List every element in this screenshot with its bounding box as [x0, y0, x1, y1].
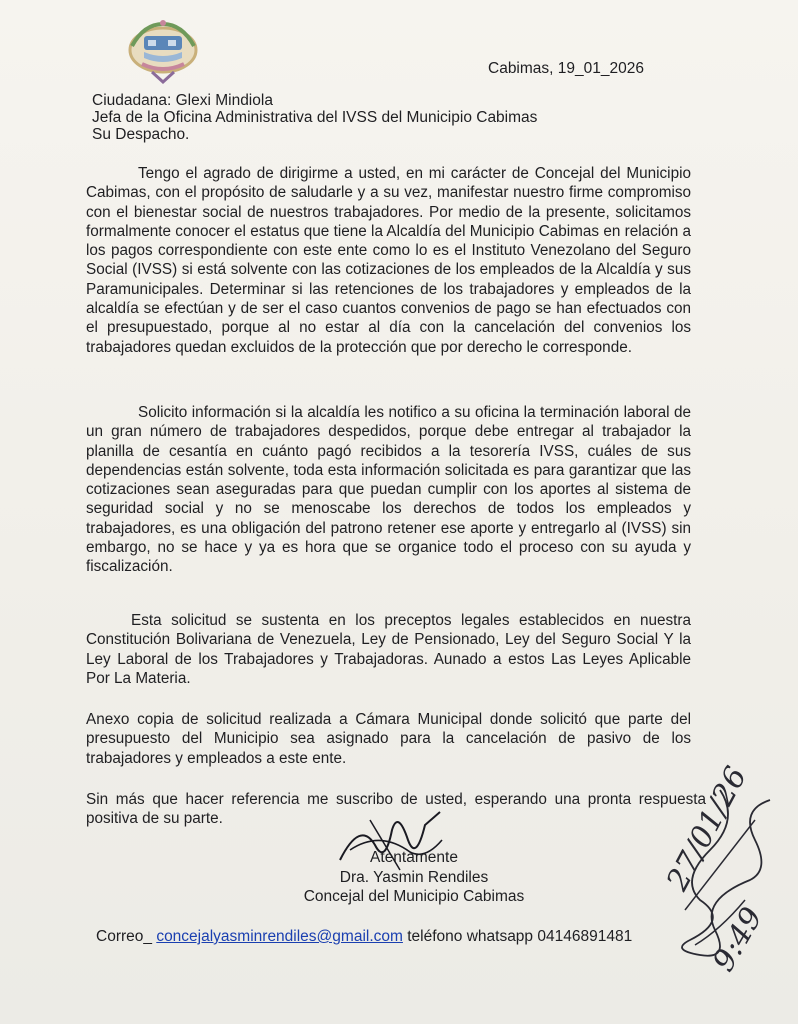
contact-line	[96, 928, 632, 946]
body-paragraph-1: Tengo el agrado de dirigirme a usted, en mi carácter de Concejal del Municipio Cabimas, con el propósito de saludarle y a su vez, manifestar nuestro firme compromiso con el bienestar social de nuestros trabajadores. Por medio de la presente, solicitamos formalmente conocer el estatus que tiene la Alcaldía del Municipio Cabimas en relación a los pagos correspondiente con este ente como lo es el Instituto Venezolano del Seguro Social (IVSS) si está solvente con las cotizaciones de los empleados de la Alcaldía y sus Paramunicipales. Determinar si las retenciones de los trabajadores y empleados de la alcaldía se efectúan y de ser el caso cuantos convenios de pago se han efectuados con el presupuestado, porque al no estar al día con la cancelación del convenios los trabajadores quedan excluidos de la protección que por derecho le corresponde.	[86, 165, 691, 356]
municipal-seal-logo	[124, 16, 202, 84]
email-label: Correo_	[96, 928, 152, 945]
phone-label: teléfono whatsapp	[407, 928, 534, 945]
signer-title: Concejal del Municipio Cabimas	[303, 888, 525, 905]
body-paragraph-2: Solicito información si la alcaldía les notifico a su oficina la terminación laboral de un gran número de trabajadores despedidos, porque debe entregar al trabajador la planilla de cesantía en cuánto pagó recibidos a la tesorería IVSS, cuáles de sus dependencias están solvente, toda esta información solicitada es para garantizar que las cotizaciones sean aseguradas para que puedan cumplir con los aportes al sistema de seguridad social y no se menoscabe los derechos de todos los empleados y trabajadores, es una obligación del patrono retener ese aporte y entregarlo al (IVSS) sin embargo, no se hace y ya es hora que se organice todo el proceso con su ayuda y fiscalización.	[86, 404, 691, 576]
phone-number: 04146891481	[537, 928, 633, 945]
body-paragraph-4: Anexo copia de solicitud realizada a Cámara Municipal donde solicitó que parte del presupuesto del Municipio sea asignado para la cancelación de pasivo de los trabajadores y empleados a este ente.	[86, 711, 691, 767]
letter-date: Cabimas, 19_01_2026	[488, 60, 644, 77]
email-link[interactable]: concejalyasminrendiles@gmail.com	[156, 928, 403, 945]
closing-block	[264, 848, 564, 907]
recipient-name: Ciudadana: Glexi Mindiola	[92, 92, 273, 109]
recipient-block	[92, 92, 537, 143]
body-paragraph-5: Sin más que hacer referencia me suscribo de usted, esperando una pronta respuesta positiva de su parte.	[86, 791, 706, 828]
handwritten-received-date: 27/01/26	[660, 761, 755, 897]
signer-name: Dra. Yasmin Rendiles	[339, 868, 489, 886]
recipient-position: Jefa de la Oficina Administrativa del IVSS del Municipio Cabimas	[92, 109, 538, 126]
body-paragraph-3: Esta solicitud se sustenta en los preceptos legales establecidos en nuestra Constitución Bolivariana de Venezuela, Ley de Pensionado, Ley del Seguro Social Y la Ley Laboral de los Trabajadores y Trabajadoras. Aunado a estos Las Leyes Aplicable Por La Materia.	[86, 612, 691, 687]
handwritten-received-time: 9:49	[706, 901, 770, 978]
closing-salutation: Atentamente	[370, 849, 458, 866]
recipient-greeting: Su Despacho.	[92, 126, 190, 143]
